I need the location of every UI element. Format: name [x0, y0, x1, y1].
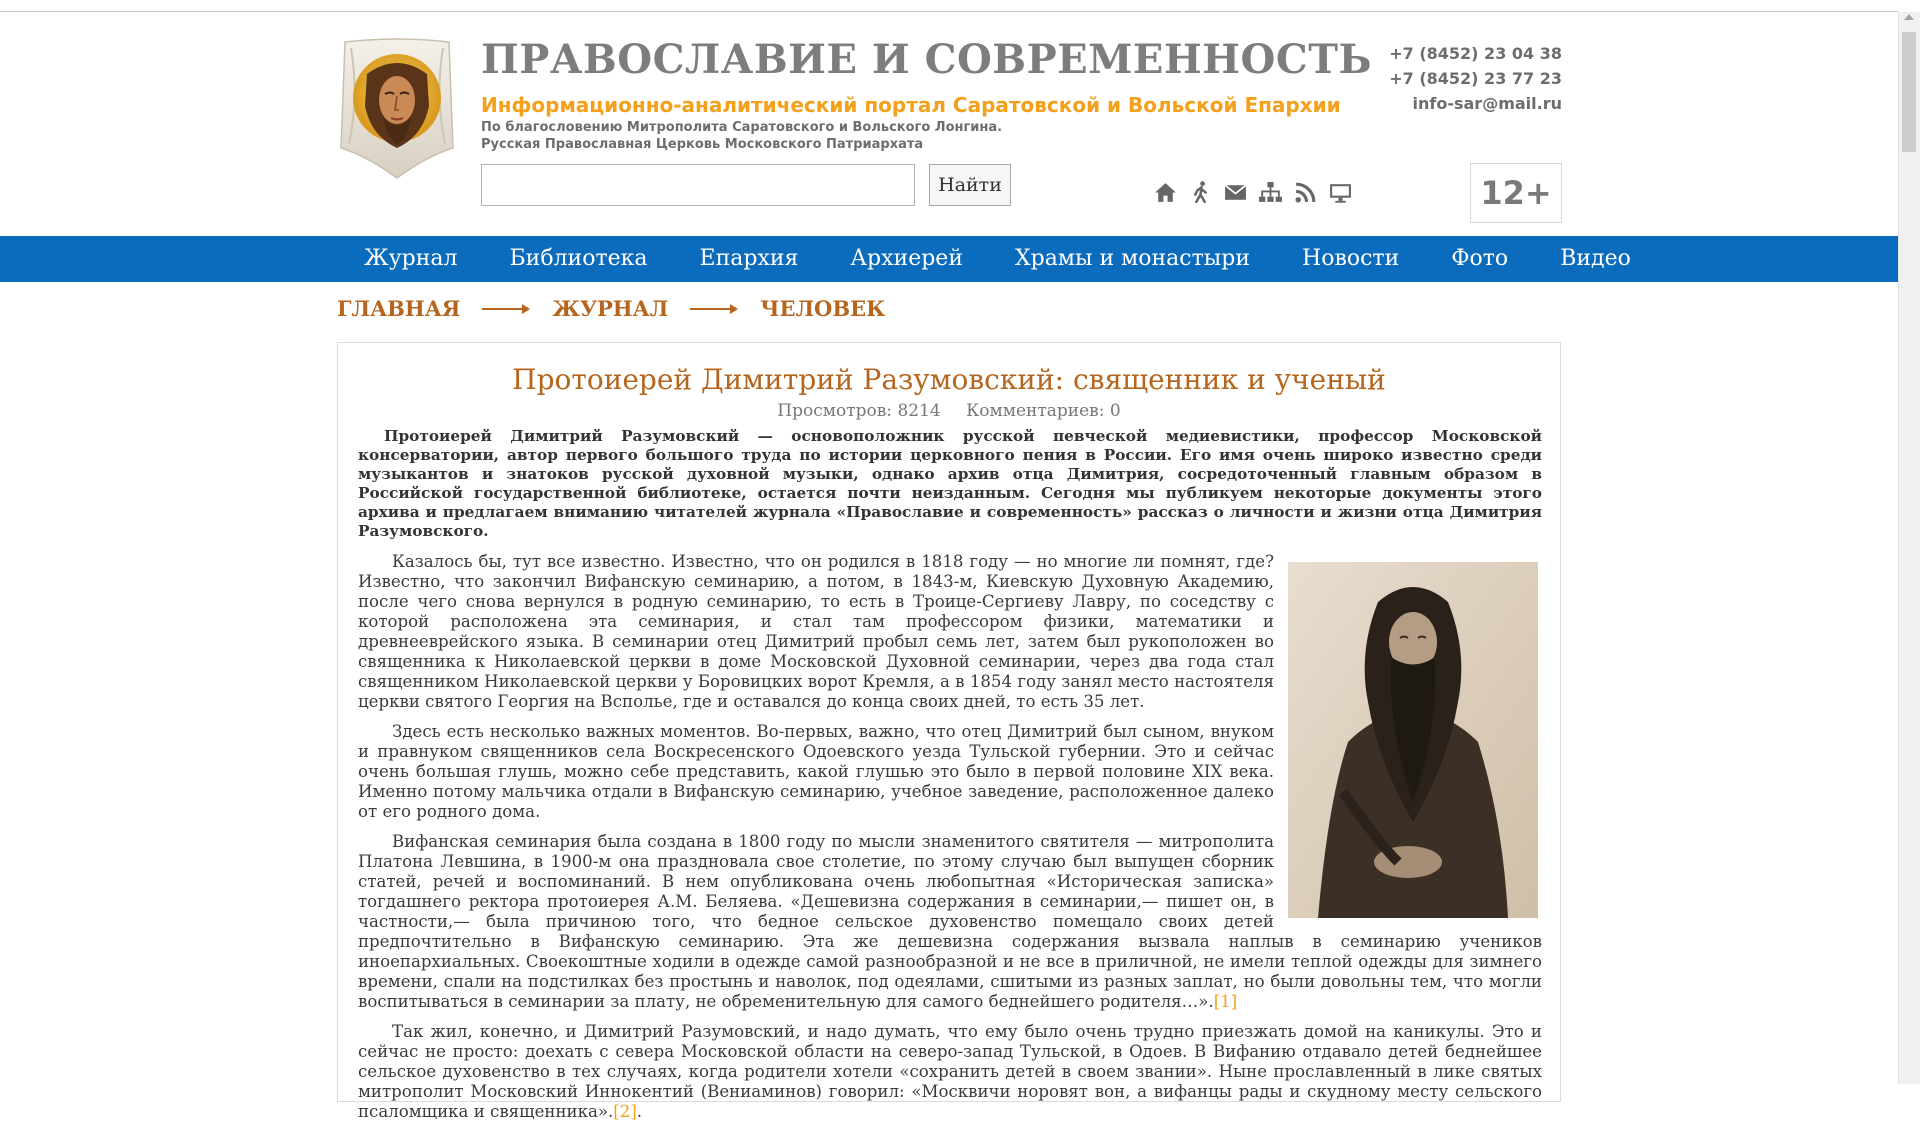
nav-item-photo[interactable]: Фото [1451, 246, 1509, 271]
paragraph-4-text: Так жил, конечно, и Димитрий Разумовский, и надо думать, что ему было очень трудно приезжать домой на каникулы. Это и сейчас не просто: доехать с севера Московской области на северо-запад Тульской, в Одоев. В Вифанию отдавало детей беднейшее сельское духовенство в тех случаях, когда родители хотели «сохранить детей в своем звании». Ныне прославленный в лике святых митрополит Московский Иннокентий (Вениаминов) говорил: «Москвичи норовят вон, а вифанцы рады и скудному месту сельского псаломщика и священника». [358, 1022, 1542, 1121]
scrollbar-thumb[interactable] [1902, 32, 1916, 152]
search-input[interactable] [481, 164, 915, 206]
phone-2: +7 (8452) 23 77 23 [1389, 69, 1562, 88]
site-subtitle: Информационно-аналитический портал Саратовской и Вольской Епархии [481, 93, 1341, 117]
breadcrumb-home[interactable]: ГЛАВНАЯ [337, 296, 461, 321]
paragraph-4-end: . [636, 1102, 643, 1121]
article-title: Протоиерей Димитрий Разумовский: священник и ученый [512, 363, 1386, 396]
nav-item-bishop[interactable]: Архиерей [850, 246, 963, 271]
nav-item-churches[interactable]: Храмы и монастыри [1015, 246, 1251, 271]
monitor-icon[interactable] [1328, 180, 1353, 205]
footnote-link-2[interactable]: [2] [613, 1102, 637, 1121]
main-nav [0, 236, 1898, 282]
scroll-up-arrow-icon[interactable] [1904, 14, 1914, 20]
blessing-line-2: Русская Православная Церковь Московского Патриархата [481, 137, 924, 152]
vertical-scrollbar[interactable] [1898, 12, 1920, 1084]
breadcrumb [337, 296, 885, 321]
email-link[interactable]: info-sar@mail.ru [1412, 94, 1562, 113]
article-container [337, 342, 1561, 1121]
toolbar-icons [1153, 180, 1353, 206]
site-title: ПРАВОСЛАВИЕ И СОВРЕМЕННОСТЬ [481, 36, 1372, 83]
nav-item-journal[interactable]: Журнал [364, 246, 458, 271]
arrow-right-icon [482, 303, 530, 315]
rss-icon[interactable] [1293, 180, 1318, 205]
nav-item-news[interactable]: Новости [1302, 246, 1400, 271]
article-body [358, 552, 1542, 1132]
arrow-right-icon [690, 303, 738, 315]
views-count: Просмотров: 8214 [777, 401, 941, 421]
nav-item-eparchy[interactable]: Епархия [699, 246, 799, 271]
portrait-photo [1288, 562, 1538, 918]
search-button[interactable]: Найти [929, 164, 1011, 206]
nav-item-video[interactable]: Видео [1560, 246, 1631, 271]
article-lead: Протоиерей Димитрий Разумовский — основоположник русской певческой медиевистики, профессор Московской консерватории, автор первого большого труда по истории церковного пения в России. Его имя очень широко известно среди музыкантов и знатоков русской духовной музыки, однако архив отца Димитрия, сосредоточенный главным образом в Российской государственной библиотеке, остается почти неизданным. Сегодня мы публикуем некоторые документы этого архива и предлагаем вниманию читателей журнала «Православие и современность» рассказ о личности и жизни отца Димитрия Разумовского. [358, 427, 1542, 540]
home-icon[interactable] [1153, 180, 1178, 205]
blessing-line-1: По благословению Митрополита Саратовского и Вольского Лонгина. [481, 120, 1003, 135]
footnote-link-1[interactable]: [1] [1213, 992, 1238, 1011]
browser-top-border [0, 11, 1898, 12]
breadcrumb-human[interactable]: ЧЕЛОВЕК [760, 296, 886, 321]
article-paragraph-4 [358, 1022, 1542, 1122]
walking-person-icon[interactable] [1188, 180, 1213, 205]
paragraph-3-text: Вифанская семинария была создана в 1800 году по мысли знаменитого святителя — митрополита Платона Левшина, в 1900-м она праздновала свое столетие, по этому случаю был выпущен сборник статей, речей и воспоминаний. В нем опубликована очень любопытная «Историческая записка» тогдашнего ректора протоиерея А.М. Беляева. «Дешевизна содержания в семинарии,— пишет он, в частности,— была причиною того, что бедное сельское духовенство помещало своих детей предпочтительно в Вифанскую семинарию. Эта же дешевизна содержания вызвала наплыв в семинарию учеников иноепархиальных. Своекоштные ходили в одежде самой разнообразной и не все в приличной, не имели теплой одежды для зимнего времени, спали на подстилках без простынь и наволок, под одеялами, сшитыми из разных заплат, но были довольны тем, что могли воспитываться в семинарии за плату, не обременительную для самого беднейшего родителя…». [358, 832, 1542, 1011]
breadcrumb-journal[interactable]: ЖУРНАЛ [552, 296, 669, 321]
contacts [1389, 41, 1562, 116]
article-meta [338, 401, 1560, 421]
article-paragraph-1: Казалось бы, тут все известно. Известно, что он родился в 1818 году — но многие ли помнят, где? Известно, что закончил Вифанскую семинарию, а потом, в 1843-м, Киевскую Духовную Академию, после чего снова вернулся в родную семинарию, то есть в Троице-Сергиеву Лавру, по соседству с которой расположена эта семинария, и стал там профессором физики, математики и древнееврейского языка. В семинарии отец Димитрий пробыл семь лет, затем был рукоположен во священника к Николаевской церкви в доме Московской Духовной семинарии, через два года стал священником Николаевской церкви у Боровицких ворот Кремля, а в 1854 году занял место настоятеля церкви святого Георгия на Всполье, где и оставался до конца своих дней, то есть 35 лет. [358, 552, 1274, 711]
logo-icon[interactable] [337, 36, 457, 182]
age-rating-badge: 12+ [1470, 163, 1562, 223]
nav-item-library[interactable]: Библиотека [509, 246, 648, 271]
comments-count[interactable]: Комментариев: 0 [966, 401, 1121, 421]
article-paragraph-2: Здесь есть несколько важных моментов. Во-первых, важно, что отец Димитрий был сыном, внуком и правнуком священников села Воскресенского Одоевского уезда Тульской губернии. Это и сейчас очень большая глушь, можно себе представить, какой глушью это было в первой половине XIX века. Именно потому мальчика отдали в Вифанскую семинарию, учебное заведение, расположенное далеко от его родного дома. [358, 722, 1274, 821]
sitemap-icon[interactable] [1258, 180, 1283, 205]
site-blessing [481, 119, 1002, 153]
phone-1: +7 (8452) 23 04 38 [1389, 44, 1562, 63]
mail-icon[interactable] [1223, 180, 1248, 205]
